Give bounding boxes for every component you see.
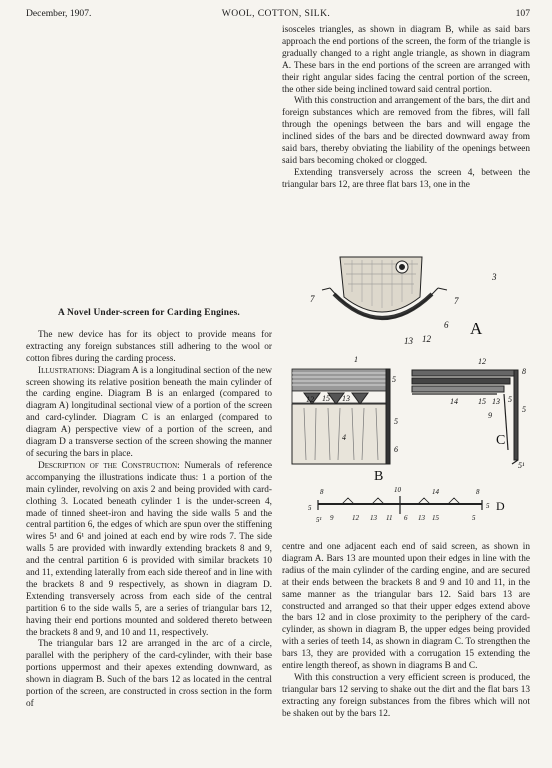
paragraph: The triangular bars 12 are arranged in the arc of a circle, parallel with the periphery of the card-cylinder, with their base portions uppermost and their apexes extending downward, as shown in diagram B. Such of the bars 12 as located in the central portion of the screen, are constructed in cross section in the form of [26, 639, 272, 709]
figure-label: 5 [394, 417, 398, 426]
diagram-letter-c: C [496, 433, 506, 448]
diagram-b [292, 369, 390, 464]
figure-label: 7 [454, 296, 459, 306]
figure-label: 15 [432, 514, 439, 522]
figure-label: 3 [492, 272, 497, 282]
section-label: Description of the Construction: [38, 460, 180, 471]
figure-label: 5¹ [518, 461, 525, 470]
figure-label: 12 [478, 357, 486, 366]
figure-label: 14 [450, 397, 458, 406]
page-header-title: WOOL, COTTON, SILK. [221, 8, 331, 19]
page-number: 107 [515, 8, 530, 19]
figure-label: 6 [404, 514, 408, 522]
figure-label: 1 [354, 355, 358, 364]
figure-label: 13 [342, 394, 350, 403]
diagram-letter-a: A [470, 319, 483, 338]
figure-label: 15 [322, 394, 330, 403]
paragraph [26, 366, 272, 461]
figure-label: 10 [394, 486, 401, 494]
figure-label: 15 [478, 397, 486, 406]
figure-label: 12 [306, 395, 314, 404]
figure-label: 8 [476, 488, 480, 496]
figure-label: 5 [486, 502, 490, 510]
figure-label: 5¹ [316, 516, 322, 524]
figure-label: 5 [522, 405, 526, 414]
figure-label: 12 [352, 514, 359, 522]
figure-label: 8 [320, 488, 324, 496]
figure-label: 12 [422, 334, 431, 344]
paragraph: With this construction a very efficient screen is produced, the triangular bars 12 serving to shake out the dirt and the flat bars 13 extracting any foreign substances from the fibres which will not be shaken out by the bars 12. [282, 672, 530, 719]
paragraph: Extending transversely across the screen 4, between the triangular bars 12, are three flat bars 13, one in the [282, 167, 530, 190]
figure-label: 6 [394, 445, 398, 454]
section-label: Illustrations: [38, 365, 96, 376]
diagram-c [412, 370, 518, 464]
figure-label: 5 [308, 504, 312, 512]
figure-label: 9 [488, 411, 492, 420]
left-column [26, 308, 272, 711]
figure-label: 13 [492, 397, 500, 406]
figure-label: 14 [432, 488, 439, 496]
figure-label: 13 [370, 514, 377, 522]
article-title: A Novel Under-screen for Carding Engines. [58, 308, 240, 318]
figure-label: 7 [310, 294, 315, 304]
right-column-top [282, 25, 530, 192]
patent-figure [282, 252, 534, 537]
figure-label: 5 [472, 514, 476, 522]
figure-label: 8 [522, 367, 526, 376]
paragraph: With this construction and arrangement of the bars, the dirt and foreign substances which are removed from the fibres, will fall through the openings between the bars and will engage the inclined sides of the bars and be directed downward away from said bars, thereby obviating the liability of the openings between said bars becoming choked or clogged. [282, 96, 530, 166]
diagram-letter-b: B [374, 469, 384, 484]
figure-label: 5 [392, 375, 396, 384]
figure-label: 13 [404, 336, 413, 346]
figure-label: 4 [342, 433, 346, 442]
diagram-a [322, 257, 447, 319]
figure-label: 13 [418, 514, 425, 522]
paragraph: centre and one adjacent each end of said screen, as shown in diagram A. Bars 13 are mounted upon their edges in line with the radius of the main cylinder of the carding engine, and are secured at their ends between the brackets 8 and 9 and 10 and 11, in the same manner as the triangular bars 12. Said bars 13 are constructed and arranged so that their upper edges extend above the bars 12 and in close proximity to the periphery of the card-cylinder, as shown in diagram B, the upper edges being provided with a series of teeth 14, as shown in diagram C. To strengthen the bars 13, they are provided with a corrugation 15 extending the entire length thereof, as shown in diagrams B and C. [282, 542, 530, 672]
diagram-d [318, 496, 482, 514]
section-text: Diagram A is a longitudinal section of the new screen showing its relative position beneath the main cylinder of the carding engine. Diagram B is an enlarged (compared to diagram A) longitudinal sectional view of a portion of the screen and card-cylinder. Diagram C is an enlarged (compared to diagram A) perspective view of a portion of the screen, and diagram D a transverse section of the screen showing the manner of securing the bars in place. [26, 365, 272, 459]
figure-label: 5 [508, 395, 512, 404]
figure-label: 9 [330, 514, 334, 522]
diagram-letter-d: D [496, 499, 505, 513]
section-text: Numerals of reference accompanying the illustrations indicate thus: 1 a portion of the main cylinder, revolving on axis 2 and being provided with card-clothing 3. Located beneath cylinder 1 is the under-screen 4, made of tinned sheet-iron and having the side walls 5 and the central partition 6, the edges of which are spun over the stiffening wires 5¹ and 6¹ and joined at each end by wire rods 7. The side walls 5 are provided with inwardly extending brackets 8 and 9, and the central partition 6 is provided with similar brackets 10 and 11, extending laterally from each side thereof and in line with the brackets 8 and 9 respectively, as shown in diagram D. Extending transversely across from each side of the central partition 6 to the side walls 5, are a series of triangular bars 12, having their end portions mounted and soldered thereto between the brackets 8 and 9, and 10 and 11, respectively. [26, 460, 272, 638]
paragraph: The new device has for its object to provide means for extracting any foreign substances still adhering to the wool or cotton fibres during the carding process. [26, 329, 272, 364]
page-header-date: December, 1907. [26, 8, 92, 19]
right-column-bottom [282, 542, 530, 721]
paragraph: isosceles triangles, as shown in diagram B, while as said bars approach the end portions of the screen, the form of the triangle is gradually changed to a right angle triangle, as shown in diagram A. These bars in the end portions of the screen are arranged with their right angular sides facing the central portion of the screen, the other side being inclined toward said central portion. [282, 25, 530, 95]
figure-label: 11 [386, 514, 393, 522]
figure-label: 6 [444, 320, 449, 330]
paragraph [26, 461, 272, 640]
